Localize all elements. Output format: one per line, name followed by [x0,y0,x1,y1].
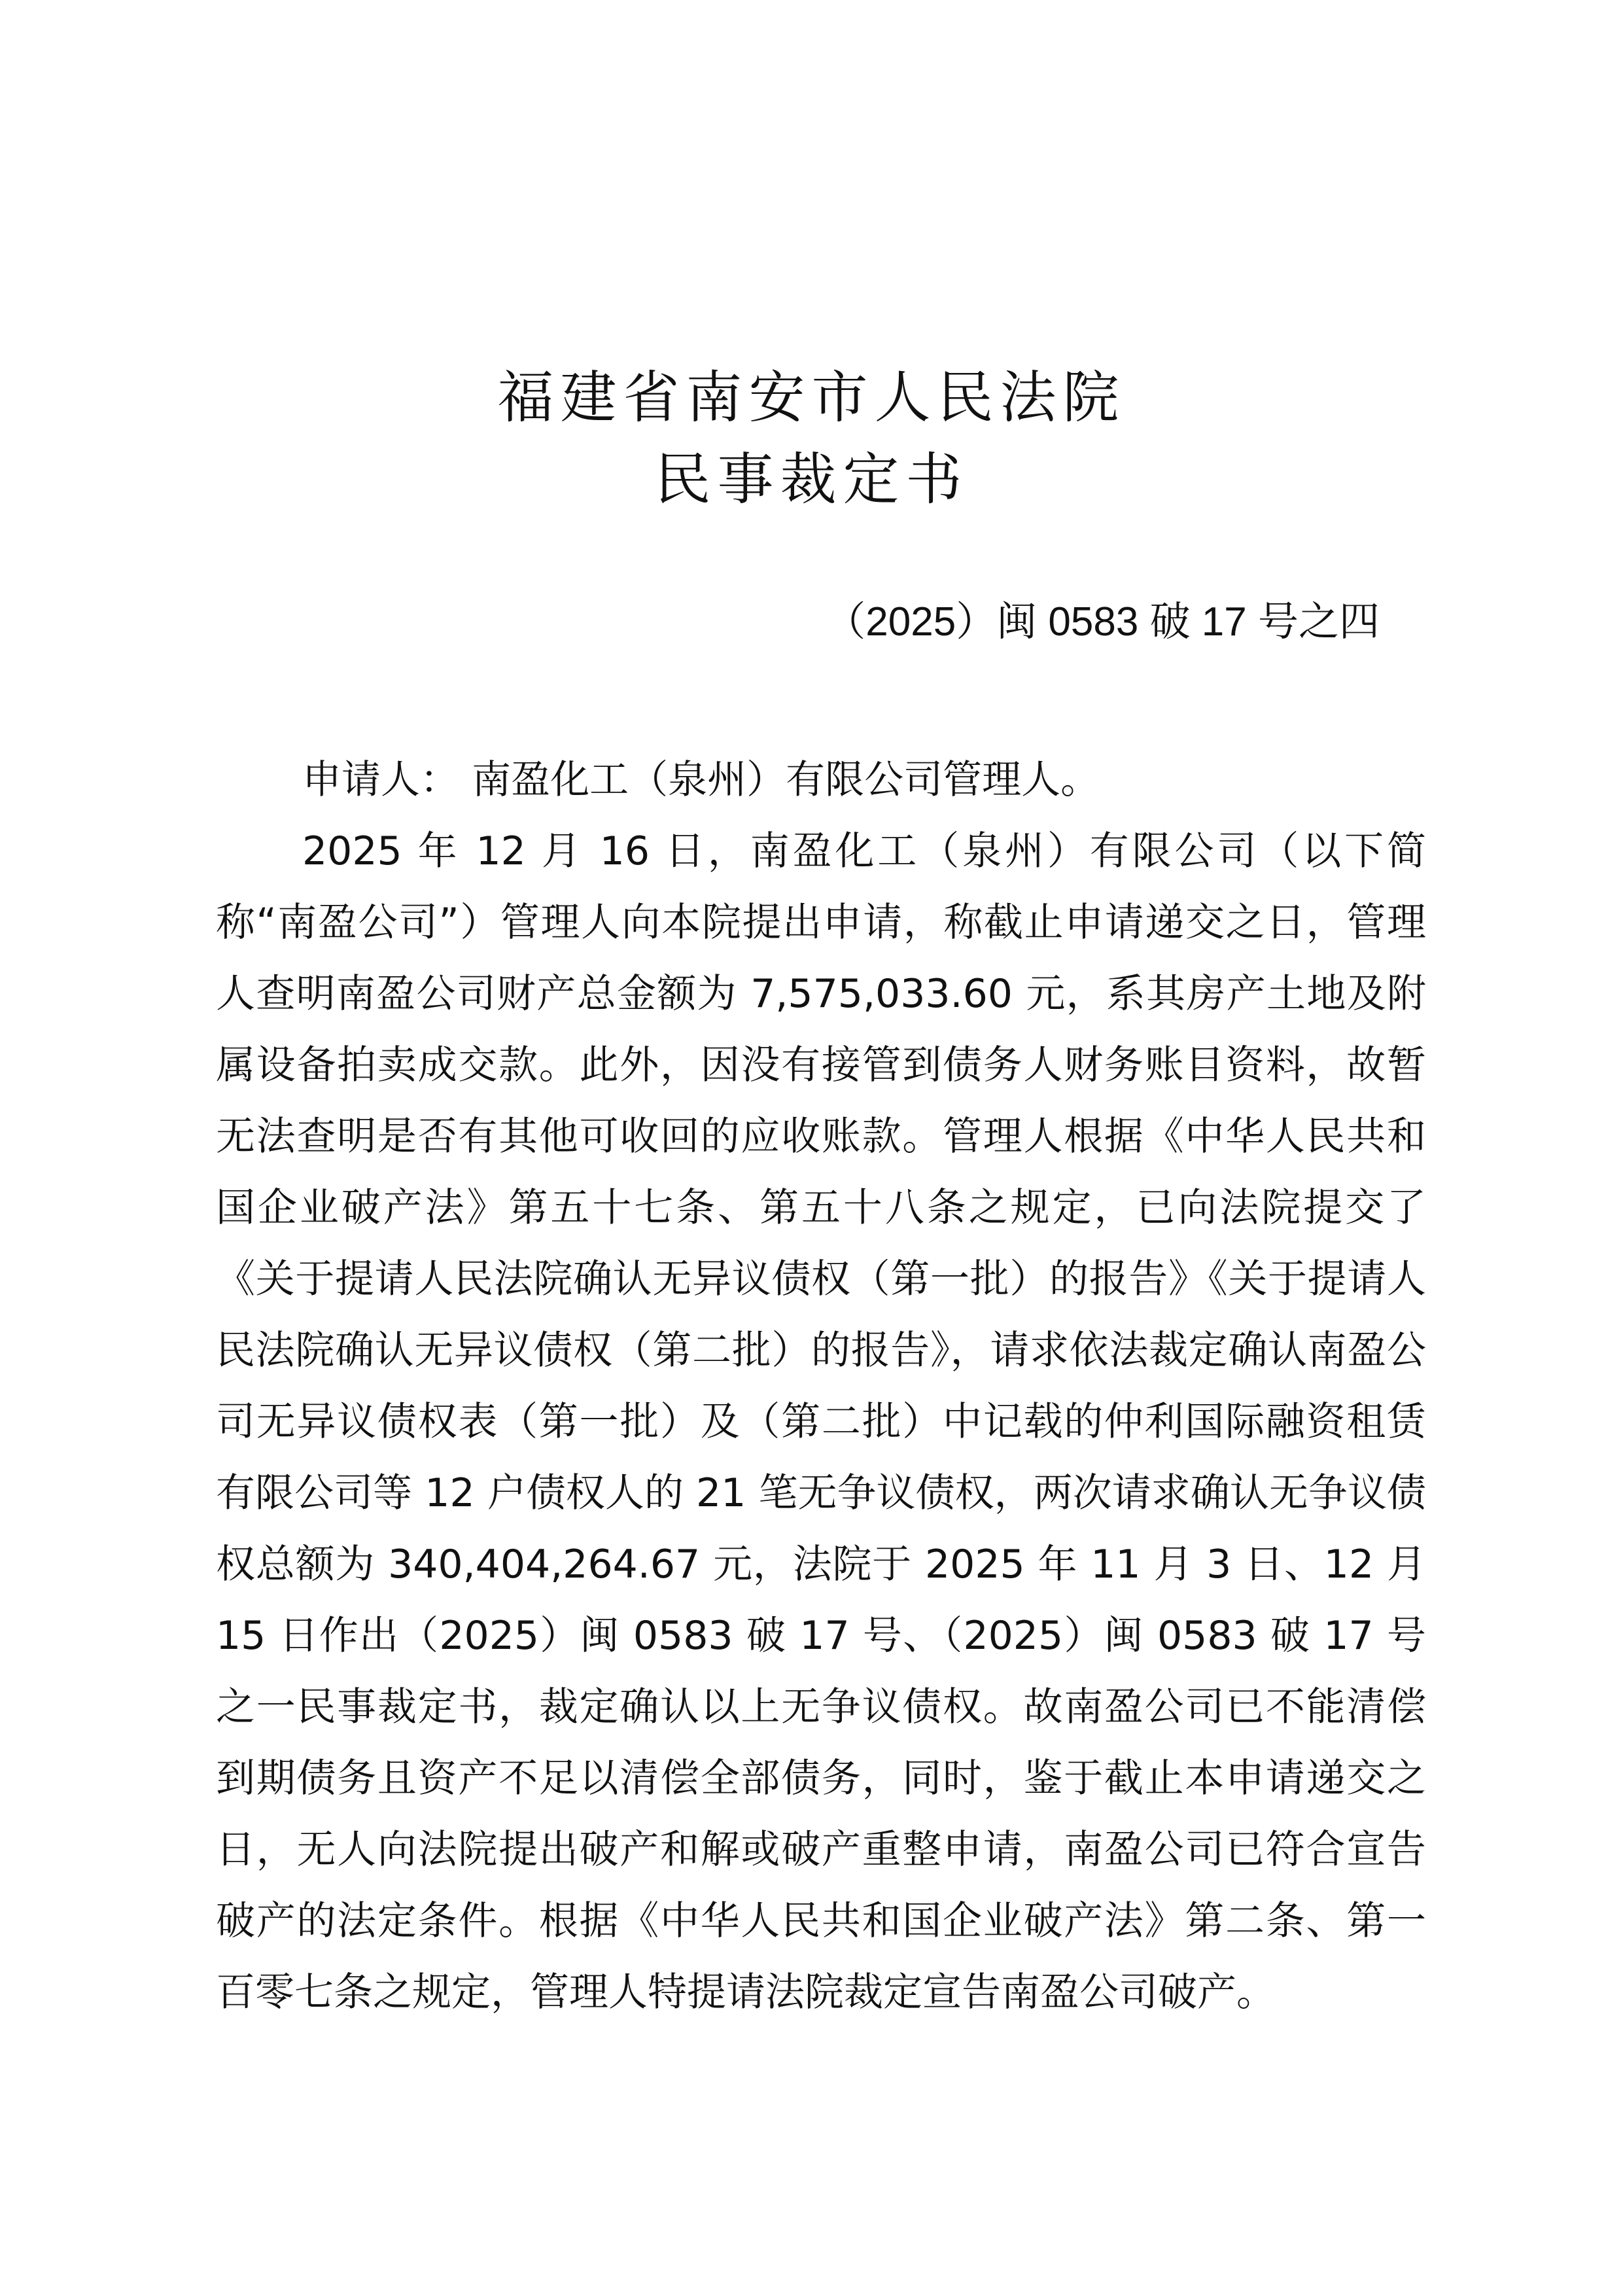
applicant-line: 申请人： 南盈化工（泉州）有限公司管理人。 [302,757,1100,803]
court-name: 福建省南安市人民法院 [497,365,1126,431]
case-number: （2025）闽 0583 破 17 号之四 [825,599,1380,645]
document-type-title: 民事裁定书 [654,447,969,512]
main-paragraph: 2025 年 12 月 16 日，南盈化工（泉州）有限公司（以下简称“南盈公司”）管理人向本院提出申请，称截止申请递交之日，管理人查明南盈公司财产总金额为 7,575,033.60 元，系其房产土地及附属设备拍卖成交款。此外，因没有接管到债务人财务账目资料，故暂无法查明是否有其他可收回的应收账款。管理人根据《中华人民共和国企业破产法》第五十七条、第五十八条之规定，已向法院提交了《关于提请人民法院确认无异议债权（第一批）的报告》《关于提请人民法院确认无异议债权（第二批）的报告》，请求依法裁定确认南盈公司无异议债权表（第一批）及（第二批）中记载的仲利国际融资租赁有限公司等 12 户债权人的 21 笔无争议债权，两次请求确认无争议债权总额为 340,404,264.67 元，法院于 2025 年 11 月 3 日、12 月 15 日作出（2025）闽 0583 破 17 号、（2025）闽 0583 破 17 号之一民事裁定书，裁定确认以上无争议债权。故南盈公司已不能清偿到期债务且资产不足以清偿全部债务，同时，鉴于截止本申请递交之日，无人向法院提出破产和解或破产重整申请，南盈公司已符合宣告破产的法定条件。根据《中华人民共和国企业破产法》第二条、第一百零七条之规定，管理人特提请法院裁定宣告南盈公司破产。 [216,828,1426,2015]
